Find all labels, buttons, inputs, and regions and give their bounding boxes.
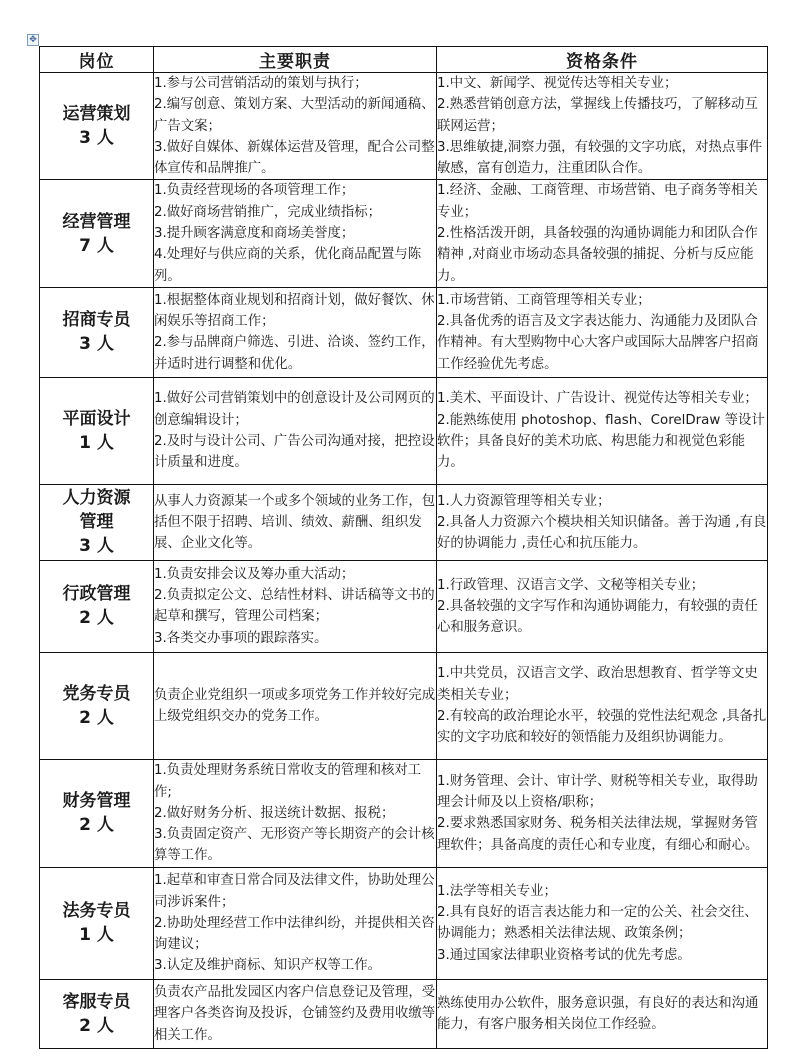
position-name: 运营策划 — [62, 104, 131, 125]
table-header-row — [40, 47, 768, 73]
table-row — [40, 560, 768, 652]
table-row — [40, 759, 768, 867]
requirements-cell — [437, 979, 768, 1048]
duties-item: 负责农产品批发园区内客户信息登记及管理，受理客户各类咨询及投诉，仓铺签约及费用收缴等相关工作。 — [154, 985, 436, 1043]
duties-cell — [154, 287, 437, 377]
table-body — [40, 73, 768, 1049]
requirements-item: 2.要求熟悉国家财务、税务相关法律法规，掌握财务管理软件；具备高度的责任心和专业度，有细心和耐心。 — [437, 816, 759, 853]
duties-item: 负责企业党组织一项或多项党务工作并较好完成上级党组织交办的党务工作。 — [154, 687, 436, 724]
requirements-cell — [437, 484, 768, 560]
header-position: 岗位 — [40, 47, 154, 73]
position-cell — [40, 484, 154, 560]
duties-cell — [154, 759, 437, 867]
requirements-item: 1.美术、平面设计、广告设计、视觉传达等相关专业； — [437, 391, 758, 407]
position-cell — [40, 652, 154, 759]
duties-item: 1.参与公司营销活动的策划与执行； — [154, 76, 368, 91]
duties-item: 从事人力资源某一个或多个领域的业务工作，包括但不限于招聘、培训、绩效、薪酬、组织发展、企业文化等。 — [154, 493, 436, 552]
position-cell — [40, 180, 154, 287]
duties-cell — [154, 484, 437, 560]
requirements-cell — [437, 560, 768, 652]
position-name: 经营管理 — [62, 211, 131, 232]
requirements-item: 2.具备较强的文字写作和沟通协调能力，有较强的责任心和服务意识。 — [437, 598, 758, 636]
position-name: 客服专员 — [62, 991, 131, 1012]
table-row — [40, 652, 768, 759]
position-name: 招商专员 — [62, 310, 131, 331]
requirements-cell — [437, 73, 768, 180]
duties-item: 1.根据整体商业规划和招商计划，做好餐饮、休闲娱乐等招商工作； — [154, 292, 435, 330]
headcount: 2 人 — [79, 1015, 114, 1036]
requirements-item: 2.能熟练使用 photoshop、flash、CorelDraw 等设计软件；具备良好的美术功底、构思能力和视觉色彩能力。 — [437, 412, 765, 471]
requirements-cell — [437, 652, 768, 759]
duties-item: 1.负责经营现场的各项管理工作； — [154, 183, 355, 199]
duties-item: 1.负责处理财务系统日常收支的管理和核对工作; — [154, 763, 422, 800]
duties-item: 3.认定及维护商标、知识产权等工作。 — [154, 958, 382, 974]
duties-cell — [154, 979, 437, 1048]
table-move-handle-icon[interactable]: ✥ — [27, 34, 39, 46]
requirements-item: 1.中共党员，汉语言文学、政治思想教育、哲学等文史类相关专业； — [437, 666, 758, 703]
position-name: 党务专员 — [62, 683, 131, 704]
duties-item: 2.负责拟定公文、总结性材料、讲话稿等文书的起草和撰写，管理公司档案； — [154, 588, 435, 625]
requirements-cell — [437, 180, 768, 287]
position-cell — [40, 73, 154, 180]
requirements-item: 2.性格活泼开朗，具备较强的沟通协调能力和团队合作精神 ,对商业市场动态具备较强的捕捉、分析与反应能力。 — [437, 226, 758, 284]
requirements-item: 熟练使用办公软件，服务意识强，有良好的表达和沟通能力，有客户服务相关岗位工作经验。 — [437, 995, 759, 1032]
position-cell — [40, 759, 154, 867]
headcount: 3 人 — [79, 128, 114, 149]
duties-item: 3.提升顾客满意度和商场美誉度； — [154, 226, 355, 242]
job-table — [39, 46, 768, 1049]
requirements-item: 1.经济、金融、工商管理、市场营销、电子商务等相关专业； — [437, 183, 758, 220]
duties-item: 1.负责安排会议及筹办重大活动； — [154, 566, 355, 582]
requirements-item: 1.财务管理、会计、审计学、财税等相关专业，取得助理会计师及以上资格/职称； — [437, 773, 758, 811]
headcount: 3 人 — [79, 536, 114, 557]
duties-item: 2.协助处理经营工作中法律纠纷，并提供相关咨询建议； — [154, 915, 435, 953]
duties-cell — [154, 180, 437, 287]
requirements-item: 3.思维敏捷,洞察力强，有较强的文字功底，对热点事件敏感，富有创造力，注重团队合作。 — [437, 139, 763, 177]
position-cell — [40, 867, 154, 979]
table-row — [40, 484, 768, 560]
duties-item: 3.各类交办事项的跟踪落实。 — [154, 630, 328, 646]
duties-item: 1.做好公司营销策划中的创意设计及公司网页的创意编辑设计； — [154, 391, 435, 428]
table-row — [40, 287, 768, 377]
requirements-item: 3.通过国家法律职业资格考试的优先考虑。 — [437, 947, 691, 963]
requirements-item: 1.中文、新闻学、视觉传达等相关专业； — [437, 76, 678, 91]
duties-item: 2.做好财务分析、报送统计数据、报税； — [154, 805, 395, 821]
requirements-cell — [437, 287, 768, 377]
table-row — [40, 180, 768, 287]
position-name: 人力资源 — [62, 488, 131, 509]
requirements-item: 2.有较高的政治理论水平，较强的党性法纪观念 ,具备扎实的文字功底和较好的领悟能力及组织协调能力。 — [437, 708, 767, 746]
table-row — [40, 979, 768, 1048]
duties-item: 2.做好商场营销推广，完成业绩指标； — [154, 204, 382, 220]
headcount: 2 人 — [79, 608, 114, 629]
duties-item: 3.做好自媒体、新媒体运营及管理，配合公司整体宣传和品牌推广。 — [154, 139, 435, 177]
requirements-item: 1.市场营销、工商管理等相关专业； — [437, 292, 651, 308]
requirements-item: 2.具有良好的语言表达能力和一定的公关、社会交往、协调能力；熟悉相关法律法规、政策条例； — [437, 905, 758, 942]
requirements-item: 2.具备优秀的语言及文字表达能力、沟通能力及团队合作精神。有大型购物中心大客户或国际大品牌客户招商工作经验优先考虑。 — [437, 314, 759, 372]
duties-cell — [154, 652, 437, 759]
duties-item: 2.编写创意、策划方案、大型活动的新闻通稿、广告文案； — [154, 97, 435, 134]
headcount: 3 人 — [79, 334, 114, 355]
requirements-cell — [437, 759, 768, 867]
position-cell — [40, 979, 154, 1048]
requirements-cell — [437, 377, 768, 484]
headcount: 2 人 — [79, 815, 114, 836]
position-cell — [40, 560, 154, 652]
duties-item: 4.处理好与供应商的关系，优化商品配置与陈列。 — [154, 247, 422, 284]
duties-cell — [154, 377, 437, 484]
position-name: 财务管理 — [62, 791, 131, 812]
table-row — [40, 377, 768, 484]
headcount: 7 人 — [79, 235, 114, 256]
duties-item: 2.及时与设计公司、广告公司沟通对接，把控设计质量和进度。 — [154, 433, 435, 471]
position-name: 行政管理 — [62, 584, 131, 605]
requirements-item: 1.法学等相关专业； — [437, 883, 557, 899]
requirements-item: 2.熟悉营销创意方法，掌握线上传播技巧，了解移动互联网运营； — [437, 97, 758, 134]
headcount: 1 人 — [79, 432, 114, 453]
requirements-item: 1.人力资源管理等相关专业； — [437, 493, 611, 509]
requirements-cell — [437, 867, 768, 979]
headcount: 2 人 — [79, 707, 114, 728]
duties-item: 1.起草和审查日常合同及法律文件，协助处理公司涉诉案件； — [154, 873, 435, 910]
position-name: 平面设计 — [62, 408, 131, 429]
duties-item: 2.参与品牌商户筛选、引进、洽谈、签约工作，并适时进行调整和优化。 — [154, 335, 435, 372]
table-row — [40, 867, 768, 979]
duties-cell — [154, 73, 437, 180]
headcount: 1 人 — [79, 925, 114, 946]
table-row — [40, 73, 768, 180]
position-name: 法务专员 — [62, 901, 131, 922]
position-name-cont: 管理 — [79, 512, 114, 533]
position-cell — [40, 377, 154, 484]
requirements-item: 1.行政管理、汉语言文学、文秘等相关专业； — [437, 577, 705, 593]
requirements-item: 2.具备人力资源六个模块相关知识储备。善于沟通 ,有良好的协调能力 ,责任心和抗压能力。 — [437, 514, 767, 552]
position-cell — [40, 287, 154, 377]
header-duties: 主要职责 — [154, 47, 437, 73]
duties-item: 3.负责固定资产、无形资产等长期资产的会计核算等工作。 — [154, 827, 435, 864]
duties-cell — [154, 867, 437, 979]
header-requirements: 资格条件 — [437, 47, 768, 73]
duties-cell — [154, 560, 437, 652]
